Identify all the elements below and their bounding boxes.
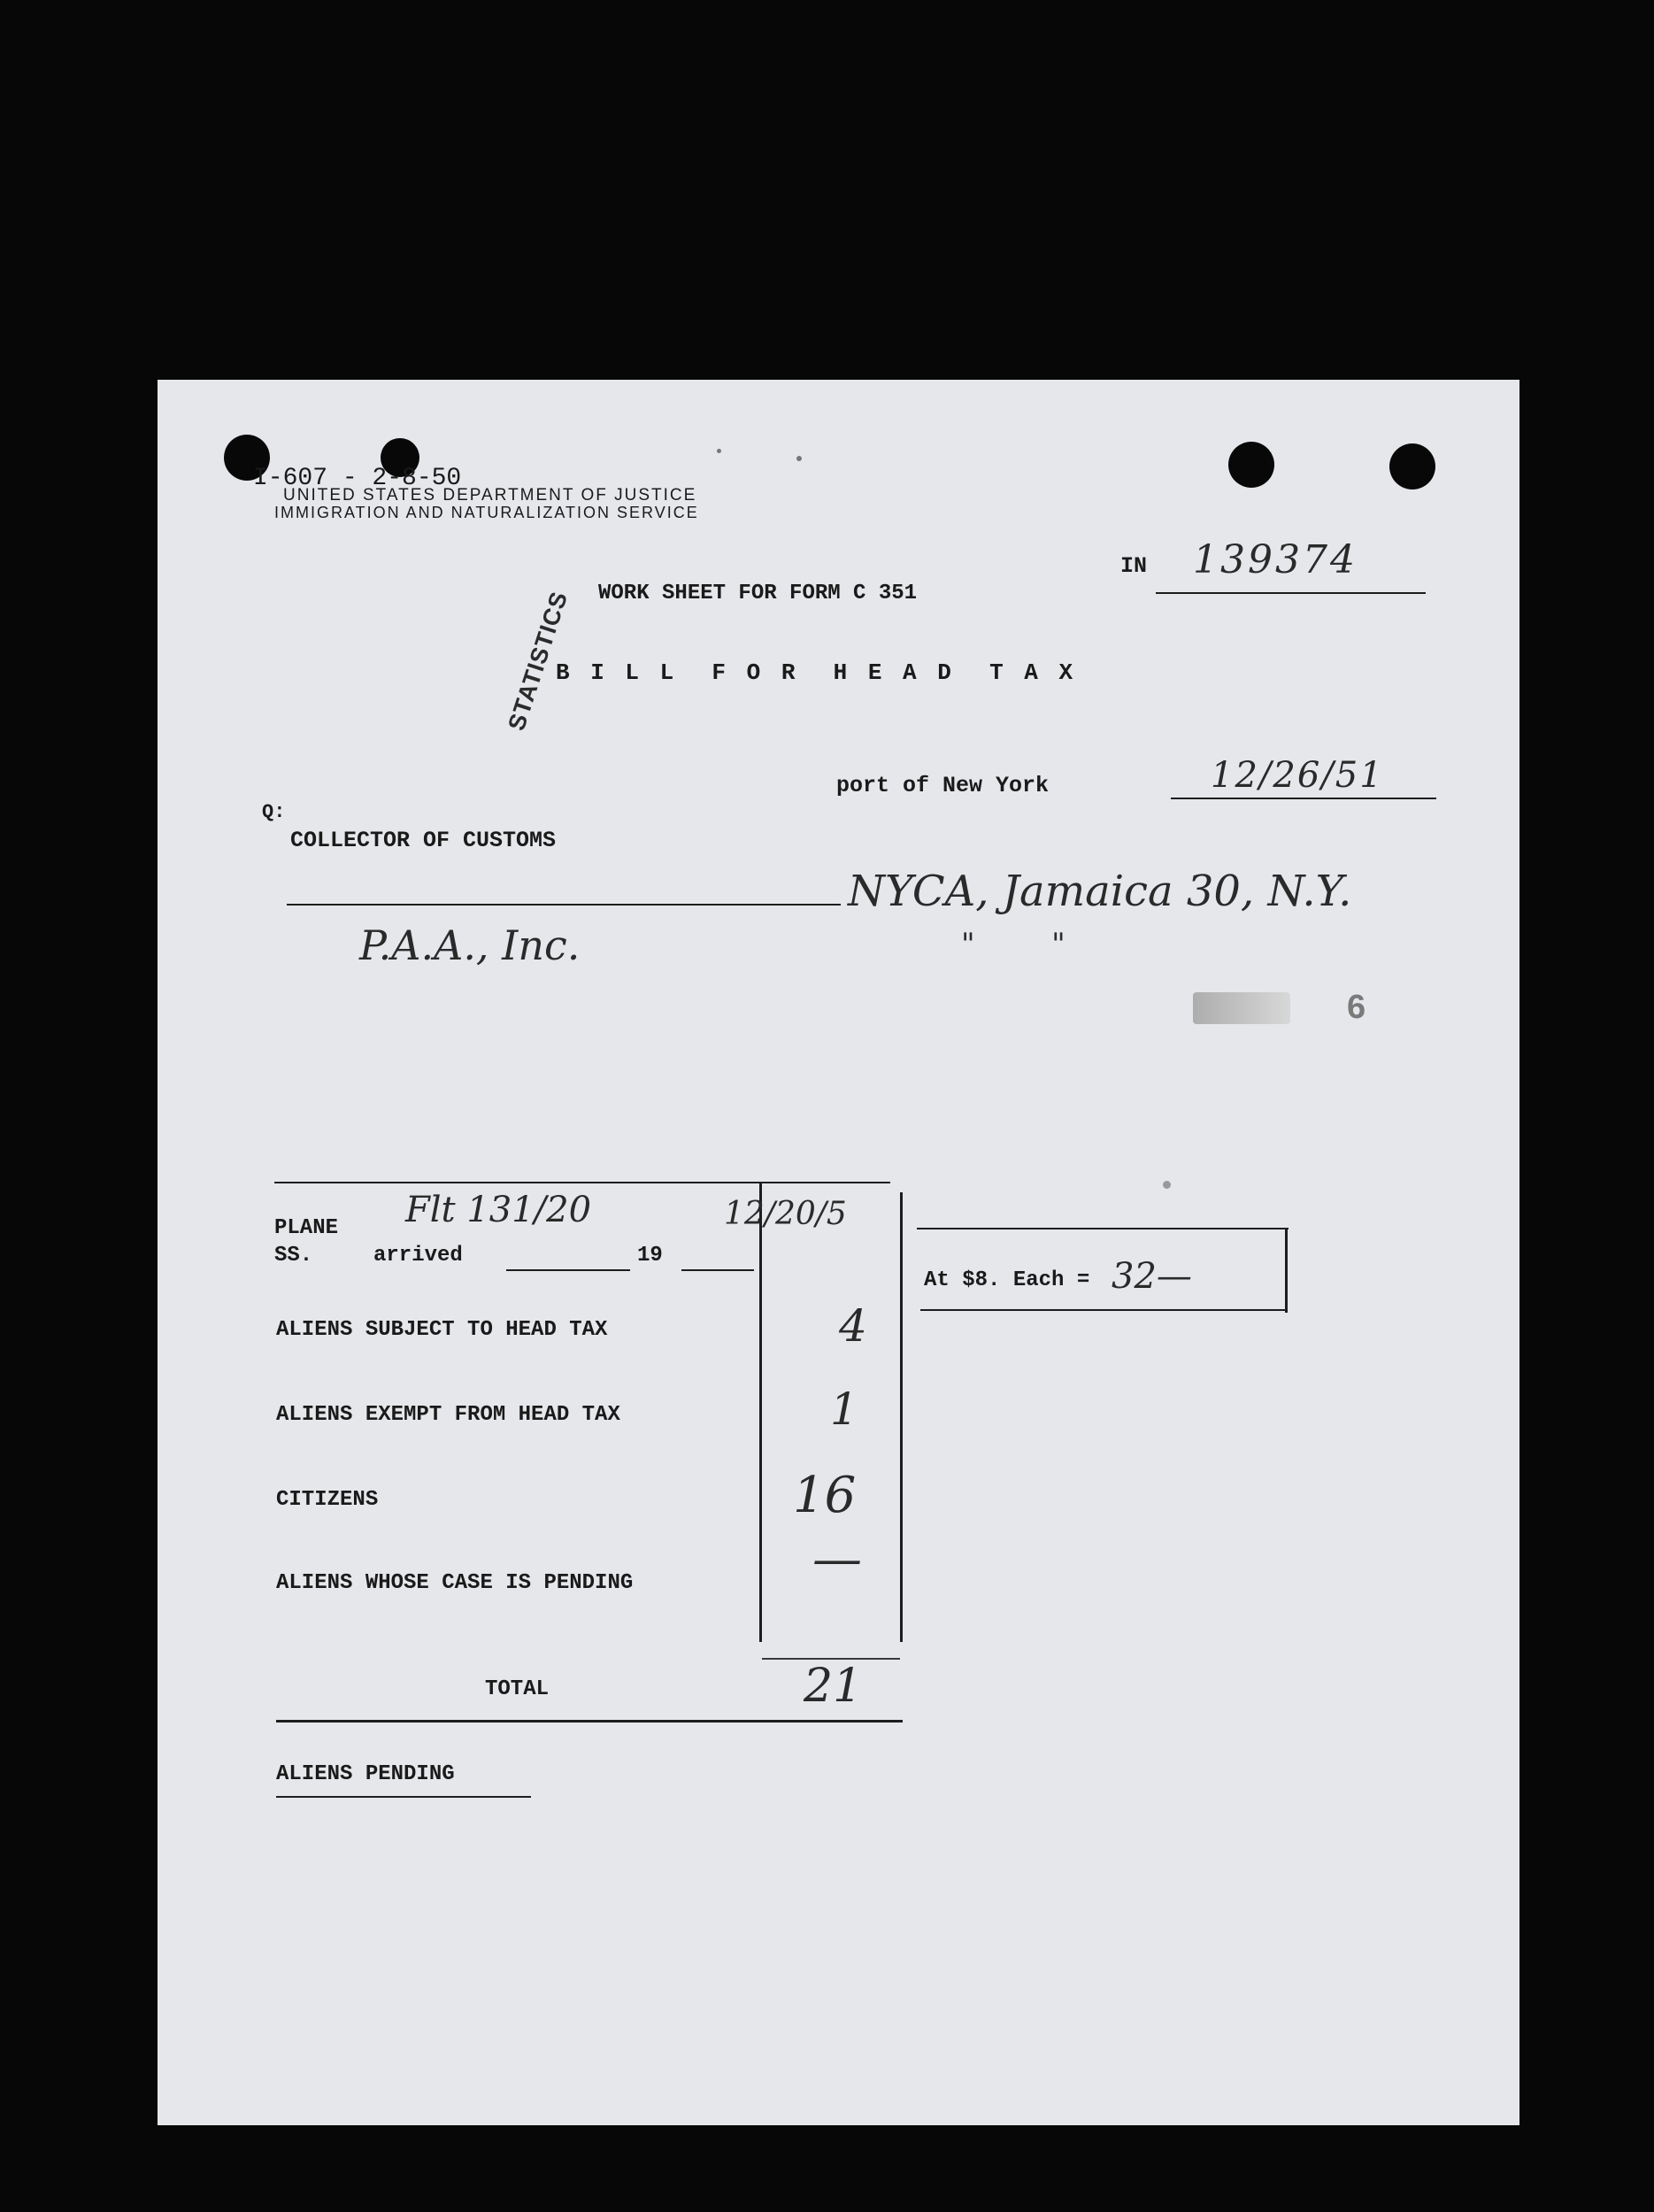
row-value-aliens-exempt: 1 xyxy=(830,1383,858,1435)
plane-label: PLANE xyxy=(274,1216,339,1240)
collector-label: COLLECTOR OF CUSTOMS xyxy=(290,828,557,853)
aliens-pending-label: ALIENS PENDING xyxy=(276,1762,455,1786)
total-value: 21 xyxy=(804,1660,863,1713)
row-label-aliens-pending: ALIENS WHOSE CASE IS PENDING xyxy=(276,1571,634,1595)
to-label: Q: xyxy=(262,801,286,823)
date-value: 12/26/51 xyxy=(1211,755,1384,796)
date-underline xyxy=(1171,798,1436,799)
punch-hole-3 xyxy=(1228,442,1274,488)
row-value-aliens-pending: — xyxy=(812,1530,862,1588)
flight-number: Flt 131/20 xyxy=(405,1190,592,1230)
faded-stamp-smudge xyxy=(1193,992,1290,1024)
aliens-pending-underline xyxy=(276,1796,531,1798)
port-label: port of New York xyxy=(836,773,1050,798)
table-top-rule xyxy=(274,1182,890,1183)
statistics-stamp: STATISTICS xyxy=(503,588,573,734)
table-bottom-rule xyxy=(276,1720,903,1723)
punch-hole-4 xyxy=(1389,443,1435,489)
year-prefix: 19 xyxy=(637,1244,663,1268)
in-number: 139374 xyxy=(1193,537,1358,582)
form-code: I-607 - 2-8-50 xyxy=(253,465,462,492)
row-label-citizens: CITIZENS xyxy=(276,1488,379,1512)
collector-underline xyxy=(287,904,841,906)
rate-box-bottom xyxy=(920,1309,1288,1311)
arrived-label: arrived xyxy=(373,1244,463,1268)
arrived-underline xyxy=(506,1269,630,1271)
document-sheet xyxy=(158,380,1519,2125)
year-underline xyxy=(681,1269,754,1271)
paper-speck xyxy=(1163,1181,1171,1189)
row-label-aliens-exempt: ALIENS EXEMPT FROM HEAD TAX xyxy=(276,1403,620,1427)
carrier-name: P.A.A., Inc. xyxy=(359,921,581,969)
collector-location: NYCA, Jamaica 30, N.Y. xyxy=(848,867,1352,916)
table-column-divider xyxy=(759,1182,762,1642)
department-name: UNITED STATES DEPARTMENT OF JUSTICE xyxy=(283,486,697,505)
bill-title: B I L L F O R H E A D T A X xyxy=(556,659,1077,686)
rate-box-right xyxy=(1285,1228,1288,1313)
worksheet-title: WORK SHEET FOR FORM C 351 xyxy=(598,582,918,605)
table-right-border xyxy=(900,1192,903,1642)
rate-text: At $8. Each = xyxy=(924,1268,1090,1292)
flight-date: 12/20/5 xyxy=(724,1196,847,1232)
paper-speck xyxy=(717,449,721,453)
row-label-aliens-subject: ALIENS SUBJECT TO HEAD TAX xyxy=(276,1318,608,1342)
total-label: TOTAL xyxy=(485,1677,550,1701)
faded-stamp-number: 6 xyxy=(1347,989,1366,1026)
row-value-citizens: 16 xyxy=(793,1467,857,1524)
paper-speck xyxy=(796,456,802,461)
service-name: IMMIGRATION AND NATURALIZATION SERVICE xyxy=(274,504,699,521)
row-value-aliens-subject: 4 xyxy=(839,1300,867,1352)
ss-label: SS. xyxy=(274,1244,313,1268)
in-label: IN xyxy=(1120,553,1148,579)
in-number-underline xyxy=(1156,592,1426,594)
rate-amount: 32— xyxy=(1112,1256,1192,1297)
ditto-marks: " " xyxy=(961,927,1065,962)
rate-box-top xyxy=(917,1228,1289,1229)
